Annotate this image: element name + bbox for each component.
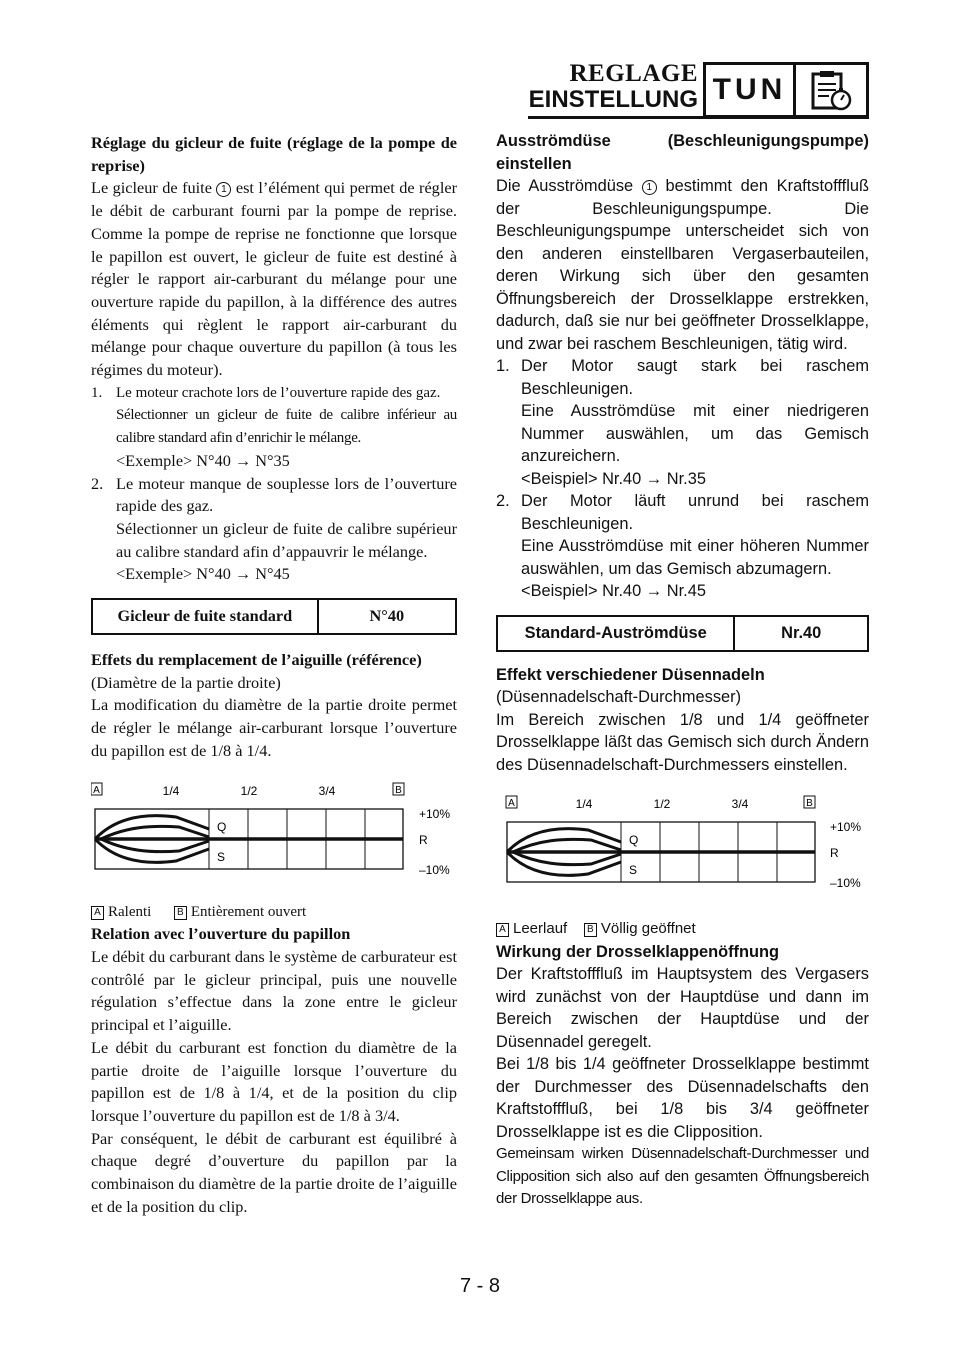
de-legend-a: Leerlauf <box>513 920 568 937</box>
de-spec-label: Standard-Auströmdüse <box>497 616 734 651</box>
fr-diagram-s: S <box>217 849 226 864</box>
header-title-fr: REGLAGE <box>569 60 698 87</box>
fr-s1-title: Réglage du gicleur de fuite (réglage de la pompe de reprise) <box>91 133 457 175</box>
de-s2-title: Effekt verschiedener Düsennadeln <box>496 665 765 684</box>
de-legend-key-a: A <box>496 923 509 937</box>
de-diagram-minus: –10% <box>830 876 861 890</box>
de-item-1-remedy: Eine Ausströmdüse mit einer niedrigeren Nummer auswählen, um das Gemisch anzureichern. <box>521 402 869 465</box>
de-diagram-q: Q <box>629 833 639 847</box>
de-diagram-label-a: A <box>508 798 515 809</box>
de-legend-key-b: B <box>584 923 597 937</box>
fr-item-1-example: <Exemple> N°40 → N°35 <box>116 450 290 470</box>
de-diagram-label-b: B <box>806 798 813 809</box>
de-s3-p3: Gemeinsam wirken Düsennadelschaft-Durchmesser und Clipposition sich also auf den gesamten Öffnungsbereich der Drosselklappe aus. <box>496 1145 869 1207</box>
de-item-1-problem: Der Motor saugt stark bei raschem Beschleunigen. <box>521 357 869 398</box>
fr-diagram-tick-3: 3/4 <box>318 783 336 798</box>
fr-spec-table <box>91 598 457 635</box>
fr-item-2-num: 2. <box>91 473 104 493</box>
de-s3-p2: Bei 1/8 bis 1/4 geöffneter Drosselklappe bestimmt der Durchmesser des Düsennadelschafts den Kraftstofffluß, bei 1/8 bis 3/4 geöffneter Drosselklappe ist es die Clipposition. <box>496 1055 869 1141</box>
clipboard-stopwatch-icon <box>796 65 866 115</box>
de-s2-paragraph: Im Bereich zwischen 1/8 und 1/4 geöffneter Drosselklappe läßt das Gemisch sich durch Ändern des Düsennadelschaft-Durchmessers einstellen. <box>496 710 869 774</box>
de-s1-text-b: bestimmt den Kraftstofffluß der Beschleunigungspumpe. Die Beschleunigungspumpe unterscheidet sich von den anderen einstellbaren Vergaserbauteilen, deren Wirkung sich über den gesamten Öffnungsbereich der Drosselklappe erstrekken, dadurch, daß sie nur bei geöffneter Drosselklappe, und zwar bei raschem Beschleunigen, tätig wird. <box>496 177 869 353</box>
fr-item-2-problem: Le moteur manque de souplesse lors de l’ouverture rapide des gaz. <box>116 473 457 516</box>
fr-s2-paragraph: La modification du diamètre de la partie droite permet de régler le mélange air-carburant lorsque l’ouverture du papillon est de 1/8 à 1/4. <box>91 695 457 760</box>
section-code: TUN <box>706 65 796 115</box>
de-s3-p1: Der Kraftstofffluß im Hauptsystem des Vergasers wird zunächst von der Hauptdüse und dann im Bereich zwischen der Hauptdüse und der Düsennadel geregelt. <box>496 965 869 1051</box>
de-legend-b: Völlig geöffnet <box>600 920 696 937</box>
fr-s2-title: Effets du remplacement de l’aiguille (référence) <box>91 650 422 670</box>
de-s2-sub: (Düsennadelschaft-Durchmesser) <box>496 688 742 706</box>
german-column <box>496 130 869 1211</box>
fr-diagram-r: R <box>419 832 428 847</box>
fr-legend-a: Ralenti <box>108 903 152 920</box>
de-spec-value: Nr.40 <box>734 616 868 651</box>
fr-s1-text-b: est l’élément qui permet de régler le débit de carburant fourni par la pompe de reprise. Comme la pompe de reprise ne fonctionne que lorsque le papillon est ouvert, le gicleur de fuite est destiné à régler le rapport air-carburant du mélange pour une ouverture rapide du papillon, à la différence des autres éléments qui règlent le rapport air-carburant du mélange pour chaque ouverture du papillon (à tous les régimes du moteur). <box>91 178 457 380</box>
de-needle-diagram <box>496 794 869 912</box>
fr-item-1-problem: Le moteur crachote lors de l’ouverture rapide des gaz. <box>116 384 441 401</box>
fr-item-1 <box>91 382 457 405</box>
de-item-2-num: 2. <box>496 492 510 510</box>
fr-diagram-q: Q <box>217 819 227 834</box>
page-number: 7 - 8 <box>459 1275 501 1297</box>
fr-diagram-plus: +10% <box>419 806 451 821</box>
fr-legend-key-b: B <box>174 906 187 920</box>
fr-diagram-label-b: B <box>395 784 402 796</box>
de-spec-table <box>496 615 869 652</box>
fr-s3-p3: Par conséquent, le débit de carburant est équilibré à chaque degré d’ouverture du papillon par la combinaison du diamètre de la partie droite de l’aiguille et de la position du clip. <box>91 1128 457 1216</box>
fr-s3-p1: Le débit du carburant dans le système de carburateur est contrôlé par le gicleur principal, puis une nouvelle régulation s’effectue dans la zone entre le gicleur principal et l’aiguille. <box>91 946 457 1035</box>
de-item-1-example: <Beispiel> Nr.40 → Nr.35 <box>521 469 706 488</box>
de-diagram-legend <box>496 918 869 941</box>
fr-diagram-minus: –10% <box>419 862 450 877</box>
fr-item-2 <box>91 473 457 518</box>
callout-1: 1 <box>216 182 231 197</box>
de-s3-title: Wirkung der Drosselklappenöffnung <box>496 942 780 961</box>
de-s1-paragraph <box>496 175 869 355</box>
fr-s3-p2: Le débit du carburant est fonction du diamètre de la partie droite de l’aiguille lorsque l’ouverture du papillon est de 1/8 à 1/4, et de la position du clip lorsque l’ouverture du papillon est de 1/8 à 3/4. <box>91 1037 457 1125</box>
de-diagram-tick-2: 1/2 <box>653 797 671 811</box>
de-diagram-tick-1: 1/4 <box>575 797 593 811</box>
fr-legend-key-a: A <box>91 906 104 920</box>
fr-s1-paragraph <box>91 177 457 381</box>
de-item-1 <box>496 355 869 400</box>
de-diagram-tick-3: 3/4 <box>731 797 749 811</box>
de-item-2-example: <Beispiel> Nr.40 → Nr.45 <box>521 582 706 600</box>
fr-item-2-example: <Exemple> N°40 → N°45 <box>116 564 290 584</box>
de-item-1-num: 1. <box>496 357 510 375</box>
header-title-de: EINSTELLUNG <box>528 86 698 113</box>
fr-needle-diagram <box>91 781 457 901</box>
french-column <box>91 132 457 1218</box>
de-item-2-problem: Der Motor läuft unrund bei raschem Beschleunigen. <box>521 492 869 533</box>
callout-1-de: 1 <box>642 180 657 195</box>
de-item-2 <box>496 490 869 535</box>
fr-diagram-tick-2: 1/2 <box>240 783 258 798</box>
header-rule <box>528 116 869 119</box>
fr-item-2-remedy: Sélectionner un gicleur de fuite de calibre supérieur au calibre standard afin d’appauvrir le mélange. <box>116 518 457 561</box>
de-diagram-plus: +10% <box>830 820 862 834</box>
fr-spec-label: Gicleur de fuite standard <box>92 599 318 634</box>
fr-item-1-remedy: Sélectionner un gicleur de fuite de calibre inférieur au calibre standard afin d’enrichir le mélange. <box>116 407 457 447</box>
de-s1-title: Ausströmdüse (Beschleunigungspumpe) einstellen <box>496 132 869 173</box>
fr-s3-title: Relation avec l’ouverture du papillon <box>91 924 351 944</box>
de-s1-text-a: Die Ausströmdüse <box>496 177 642 195</box>
de-item-2-remedy: Eine Ausströmdüse mit einer höheren Nummer auswählen, um das Gemisch abzumagern. <box>521 537 869 578</box>
de-diagram-r: R <box>830 846 839 860</box>
fr-diagram-label-a: A <box>93 784 100 796</box>
fr-s2-sub: (Diamètre de la partie droite) <box>91 672 281 692</box>
fr-s1-text-a: Le gicleur de fuite <box>91 178 217 198</box>
section-badge <box>703 62 869 118</box>
fr-spec-value: N°40 <box>318 599 456 634</box>
fr-legend-b: Entièrement ouvert <box>190 903 307 920</box>
fr-item-1-num: 1. <box>91 384 103 401</box>
de-diagram-s: S <box>629 863 638 877</box>
fr-diagram-tick-1: 1/4 <box>162 783 180 798</box>
fr-diagram-legend <box>91 901 457 924</box>
